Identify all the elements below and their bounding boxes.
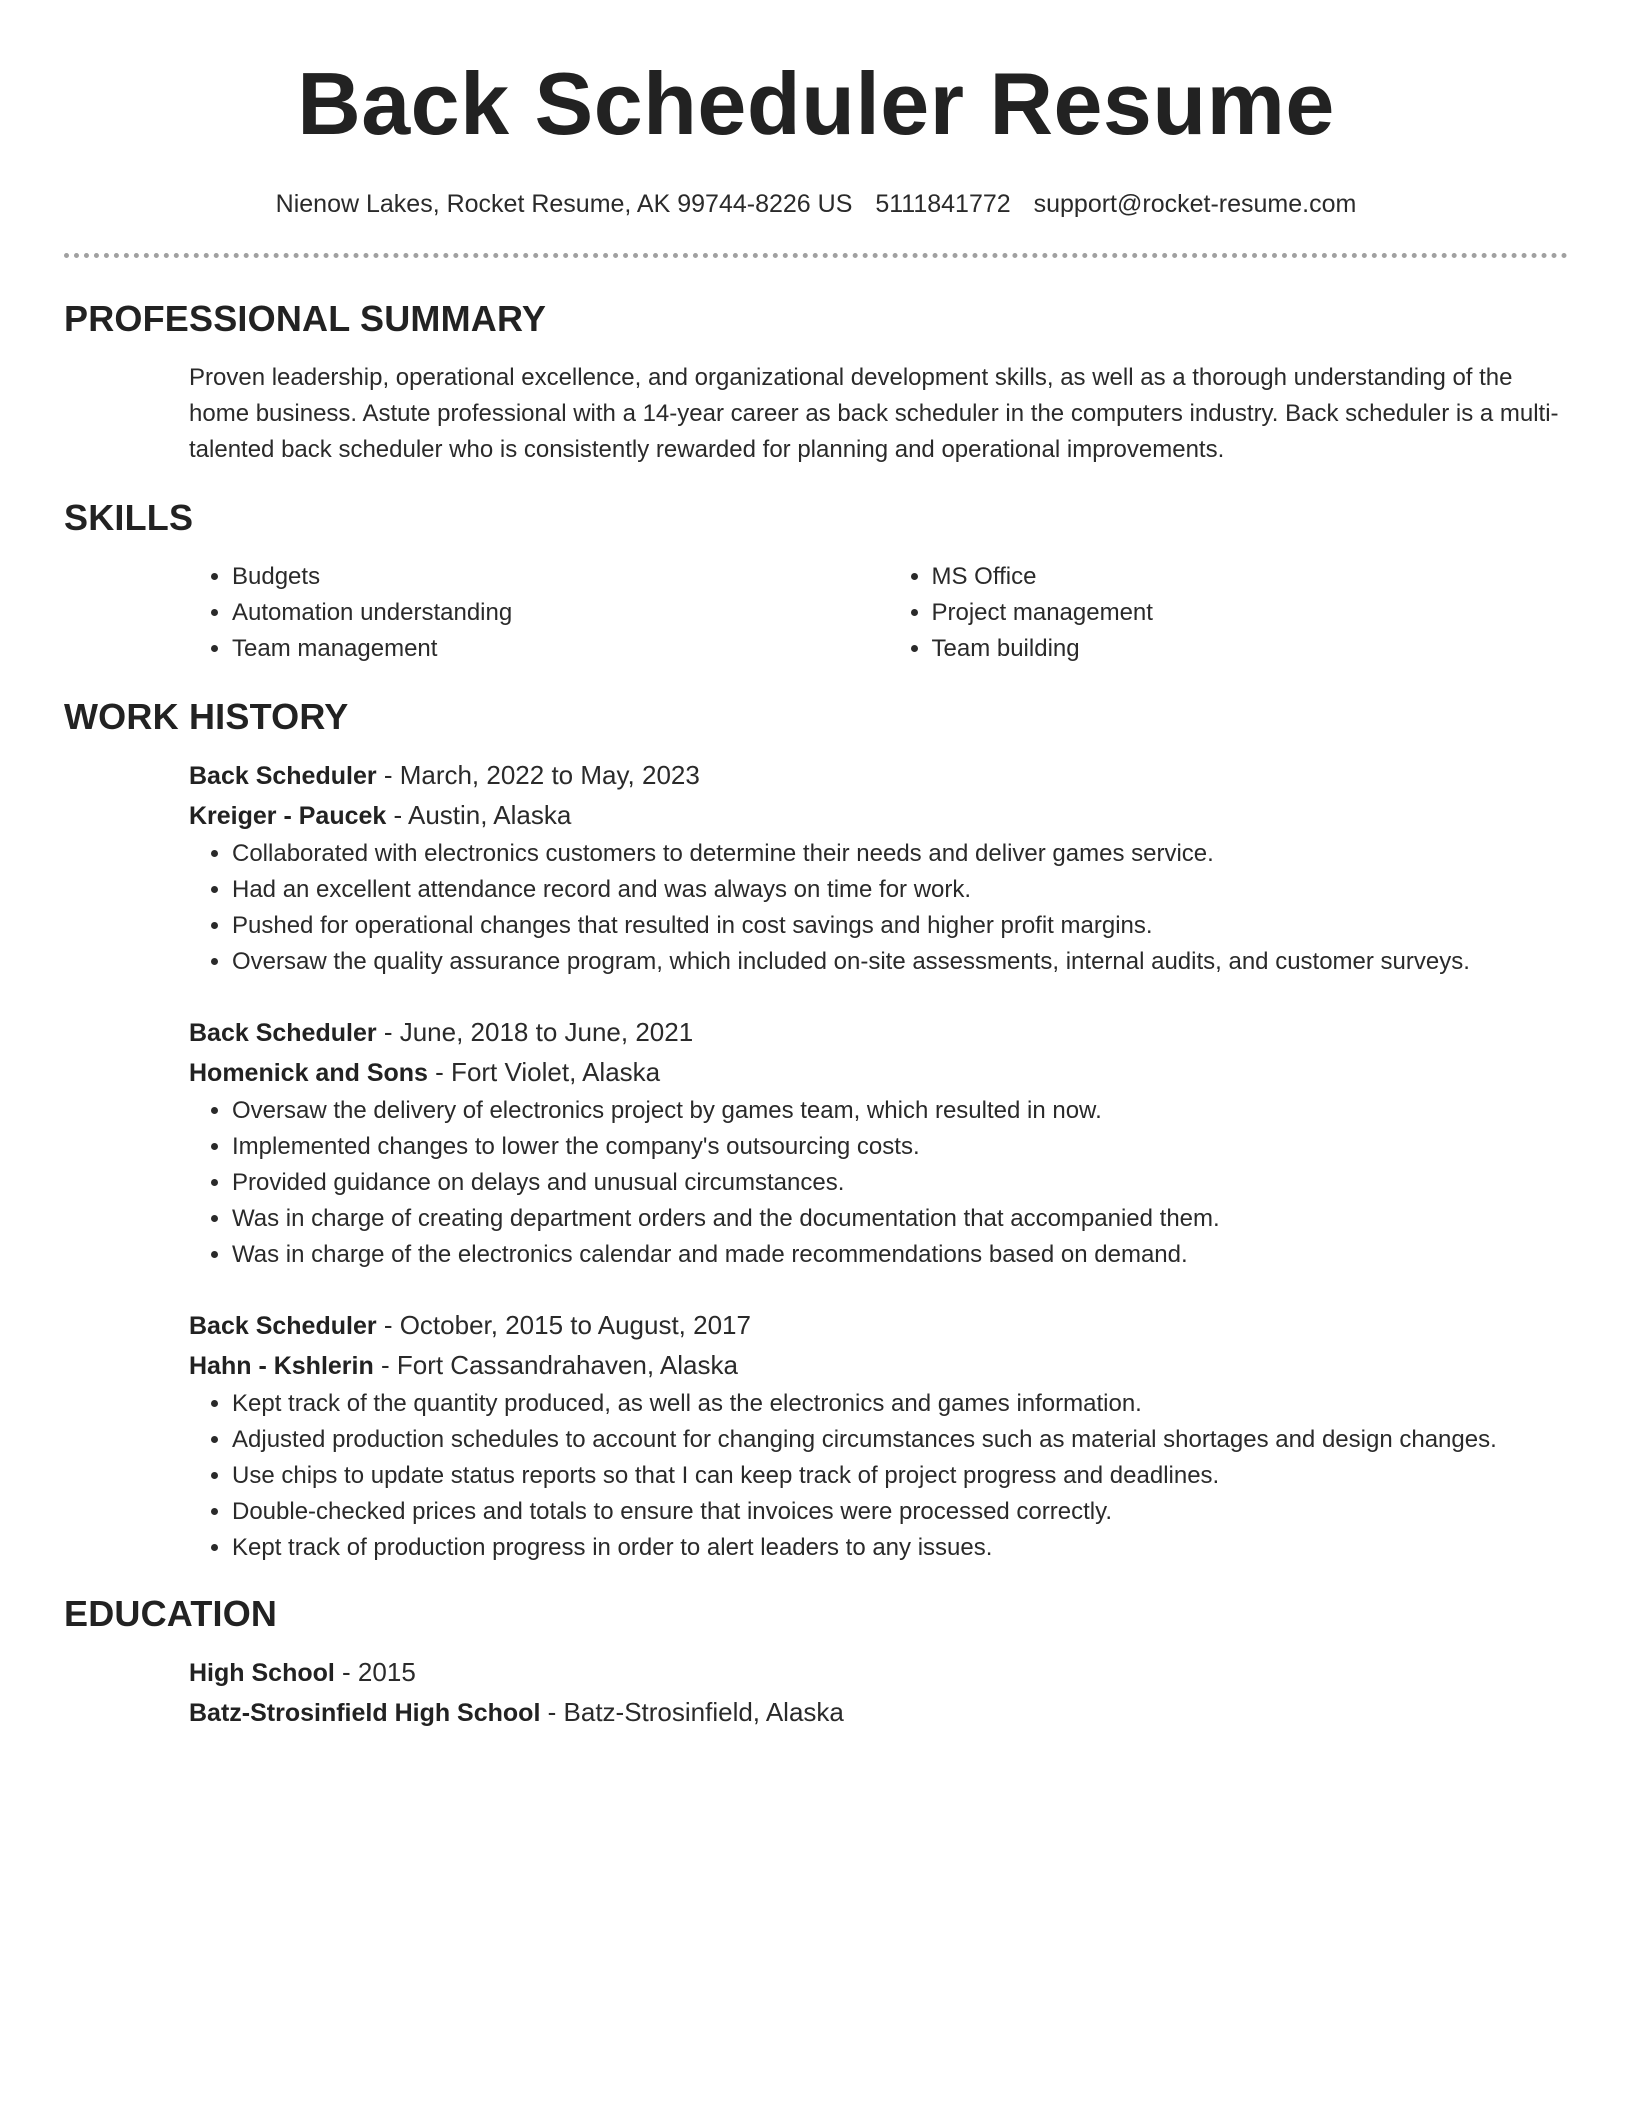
education-degree: High School	[189, 1659, 335, 1687]
contact-line	[64, 189, 1568, 219]
job-company: Hahn - Kshlerin	[189, 1352, 374, 1380]
page-title: Back Scheduler Resume	[297, 54, 1335, 153]
skills-grid	[189, 559, 1568, 667]
job-entry	[189, 1306, 1568, 1566]
work-heading: WORK HISTORY	[64, 696, 349, 737]
job-company-line	[189, 1053, 1568, 1093]
skill-item: • Automation understanding	[232, 595, 869, 631]
job-company-line	[189, 796, 1568, 836]
job-bullet: • Kept track of production progress in order to alert leaders to any issues.	[232, 1530, 1568, 1566]
job-company: Kreiger - Paucek	[189, 802, 387, 830]
job-bullet: • Double-checked prices and totals to ensure that invoices were processed correctly.	[232, 1494, 1568, 1530]
job-bullet: • Kept track of the quantity produced, as well as the electronics and games information.	[232, 1386, 1568, 1422]
job-dates: - March, 2022 to May, 2023	[376, 760, 700, 790]
skills-list-left	[189, 559, 869, 667]
job-bullet: • Provided guidance on delays and unusual circumstances.	[232, 1165, 1568, 1201]
job-title-line	[189, 756, 1568, 796]
job-role: Back Scheduler	[189, 762, 377, 790]
job-bullet: • Adjusted production schedules to account for changing circumstances such as material shortages and design changes.	[232, 1422, 1568, 1458]
skill-item: • MS Office	[932, 559, 1569, 595]
job-bullet: • Collaborated with electronics customers to determine their needs and deliver games service.	[232, 836, 1568, 872]
job-bullet: • Was in charge of the electronics calendar and made recommendations based on demand.	[232, 1237, 1568, 1273]
job-dates: - June, 2018 to June, 2021	[376, 1017, 694, 1047]
job-location: - Fort Cassandrahaven, Alaska	[373, 1350, 738, 1380]
job-bullet: • Was in charge of creating department orders and the documentation that accompanied them.	[232, 1201, 1568, 1237]
job-company-line	[189, 1346, 1568, 1386]
job-title-line	[189, 1306, 1568, 1346]
resume-header	[64, 0, 1568, 219]
job-bullets	[189, 1386, 1568, 1566]
job-bullet: • Had an excellent attendance record and was always on time for work.	[232, 872, 1568, 908]
job-bullet: • Oversaw the delivery of electronics project by games team, which resulted in now.	[232, 1093, 1568, 1129]
skills-list-right	[889, 559, 1569, 667]
summary-section	[64, 297, 1568, 468]
skill-item: • Team building	[932, 631, 1569, 667]
job-role: Back Scheduler	[189, 1312, 377, 1340]
skills-heading: SKILLS	[64, 497, 194, 538]
job-location: - Austin, Alaska	[386, 800, 572, 830]
education-section	[64, 1592, 1568, 1733]
job-location: - Fort Violet, Alaska	[427, 1057, 661, 1087]
job-bullet: • Pushed for operational changes that resulted in cost savings and higher profit margins.	[232, 908, 1568, 944]
summary-body	[189, 360, 1568, 468]
header-divider	[64, 253, 1568, 258]
education-school-line	[189, 1693, 1568, 1733]
summary-text: Proven leadership, operational excellence, and organizational development skills, as well as a thorough understanding of the home business. Astute professional with a 14-year career as back scheduler in the computers industry. Back scheduler is a multi-talented back scheduler who is consistently rewarded for planning and operational improvements.	[189, 364, 1559, 463]
contact-address: Nienow Lakes, Rocket Resume, AK 99744-8226 US	[275, 190, 853, 218]
job-title-line	[189, 1013, 1568, 1053]
education-school: Batz-Strosinfield High School	[189, 1699, 541, 1727]
education-degree-line	[189, 1653, 1568, 1693]
job-bullets	[189, 1093, 1568, 1273]
skill-item: • Budgets	[232, 559, 869, 595]
job-bullets	[189, 836, 1568, 980]
education-heading: EDUCATION	[64, 1593, 278, 1634]
skills-section	[64, 496, 1568, 667]
contact-email: support@rocket-resume.com	[1033, 190, 1357, 218]
job-bullet: • Implemented changes to lower the company's outsourcing costs.	[232, 1129, 1568, 1165]
job-dates: - October, 2015 to August, 2017	[376, 1310, 751, 1340]
contact-phone: 5111841772	[875, 190, 1011, 218]
job-bullet: • Oversaw the quality assurance program, which included on-site assessments, internal audits, and customer surveys.	[232, 944, 1568, 980]
job-company: Homenick and Sons	[189, 1059, 428, 1087]
job-role: Back Scheduler	[189, 1019, 377, 1047]
education-location: - Batz-Strosinfield, Alaska	[540, 1697, 844, 1727]
work-section	[64, 695, 1568, 1566]
education-year: - 2015	[334, 1657, 416, 1687]
job-entry	[189, 756, 1568, 980]
summary-heading: PROFESSIONAL SUMMARY	[64, 298, 547, 339]
skill-item: • Team management	[232, 631, 869, 667]
job-entry	[189, 1013, 1568, 1273]
skill-item: • Project management	[932, 595, 1569, 631]
education-entry	[189, 1653, 1568, 1733]
job-bullet: • Use chips to update status reports so that I can keep track of project progress and deadlines.	[232, 1458, 1568, 1494]
